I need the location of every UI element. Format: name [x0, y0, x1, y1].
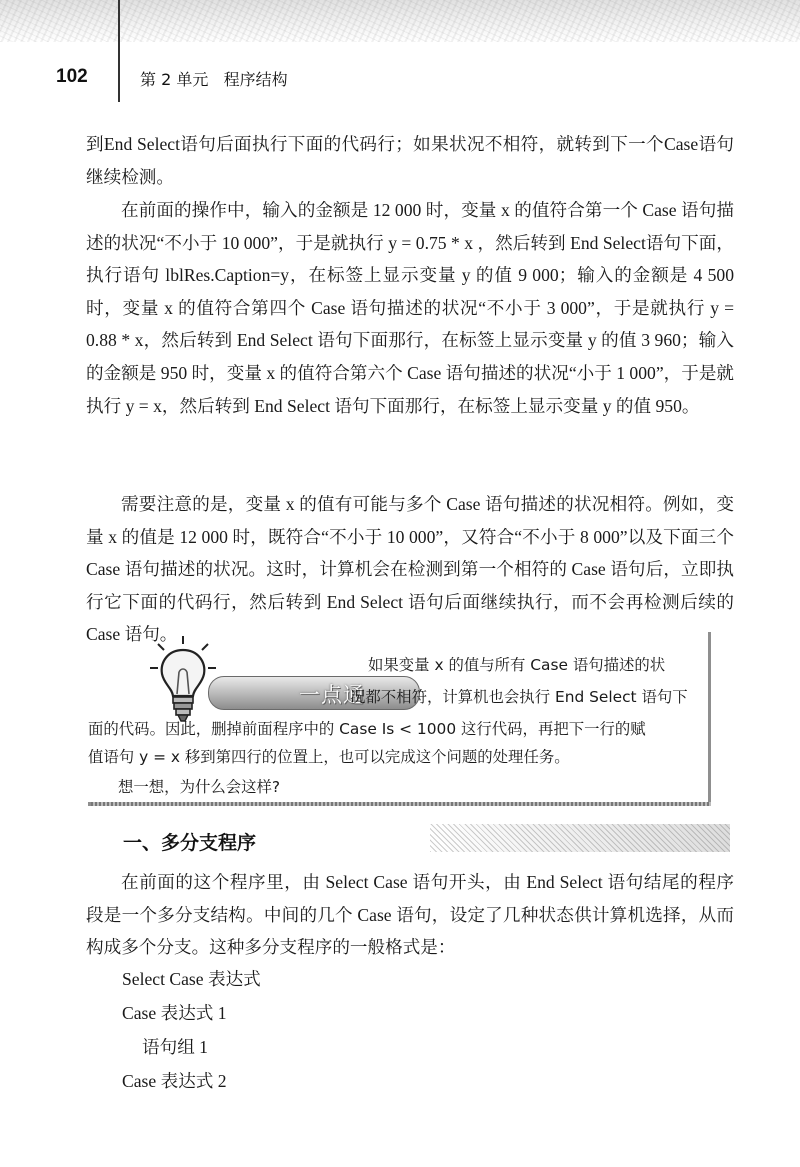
code-line-1: Select Case 表达式 — [122, 969, 261, 989]
section-paragraph: 在前面的这个程序里，由 Select Case 语句开头，由 End Select 语句结尾的程序段是一个多分支结构。中间的几个 Case 语句，设定了几种状态供计算机选择，从而构成多个分支。这种多分支程序的一般格式是： — [86, 872, 734, 958]
tip-line-5: 想一想，为什么会这样? — [118, 778, 281, 796]
tip-box — [88, 632, 711, 806]
running-head: 第 2 单元 程序结构 — [140, 70, 288, 89]
tip-line-2: 况都不相符，计算机也会执行 End Select 语句下 — [350, 688, 688, 706]
section-heading: 一、多分支程序 — [123, 832, 257, 854]
lightbulb-icon — [148, 634, 218, 726]
heading-decoration — [430, 824, 730, 852]
paragraph-2: 在前面的操作中，输入的金额是 12 000 时，变量 x 的值符合第一个 Case 语句描述的状况“不小于 10 000”，于是就执行 y = 0.75 * x ，然后转到 End Select语句下面，执行语句 lblRes.Caption=y，在标签上显示变量 y 的值 9 000；输入的金额是 4 500 时，变量 x 的值符合第四个 Case 语句描述的状况“不小于 3 000”，于是就执行 y = 0.88 * x，然后转到 End Select 语句下面那行，在标签上显示变量 y 的值 3 960；输入的金额是 950 时，变量 x 的值符合第六个 Case 语句描述的状况“小于 1 000”，于是就执行 y = x，然后转到 End Select 语句下面那行，在标签上显示变量 y 的值 950。 — [86, 200, 735, 416]
header-decoration — [0, 0, 800, 42]
code-line-4: Case 表达式 2 — [122, 1071, 227, 1091]
code-line-3: 语句组 1 — [142, 1037, 208, 1057]
paragraph-3: 需要注意的是，变量 x 的值有可能与多个 Case 语句描述的状况相符。例如，变量 x 的值是 12 000 时，既符合“不小于 10 000”，又符合“不小于 8 000”以及下面三个 Case 语句描述的状况。这时，计算机会在检测到第一个相符的 Case 语句后，立即执行它下面的代码行，然后转到 End Select 语句后面继续执行，而不会再检测后续的 Case 语句。 — [86, 494, 734, 645]
tip-line-1: 如果变量 x 的值与所有 Case 语句描述的状 — [368, 656, 666, 674]
header-divider — [118, 0, 120, 102]
page-number: 102 — [56, 66, 88, 87]
tip-banner-label: 一点通 — [299, 683, 365, 707]
code-line-2: Case 表达式 1 — [122, 1003, 227, 1023]
tip-line-4: 值语句 y = x 移到第四行的位置上，也可以完成这个问题的处理任务。 — [88, 748, 570, 766]
paragraph-1: 到End Select语句后面执行下面的代码行；如果状况不相符，就转到下一个Case语句继续检测。 — [86, 134, 734, 187]
tip-line-3: 面的代码。因此，删掉前面程序中的 Case Is < 1000 这行代码，再把下一行的赋 — [88, 720, 646, 738]
